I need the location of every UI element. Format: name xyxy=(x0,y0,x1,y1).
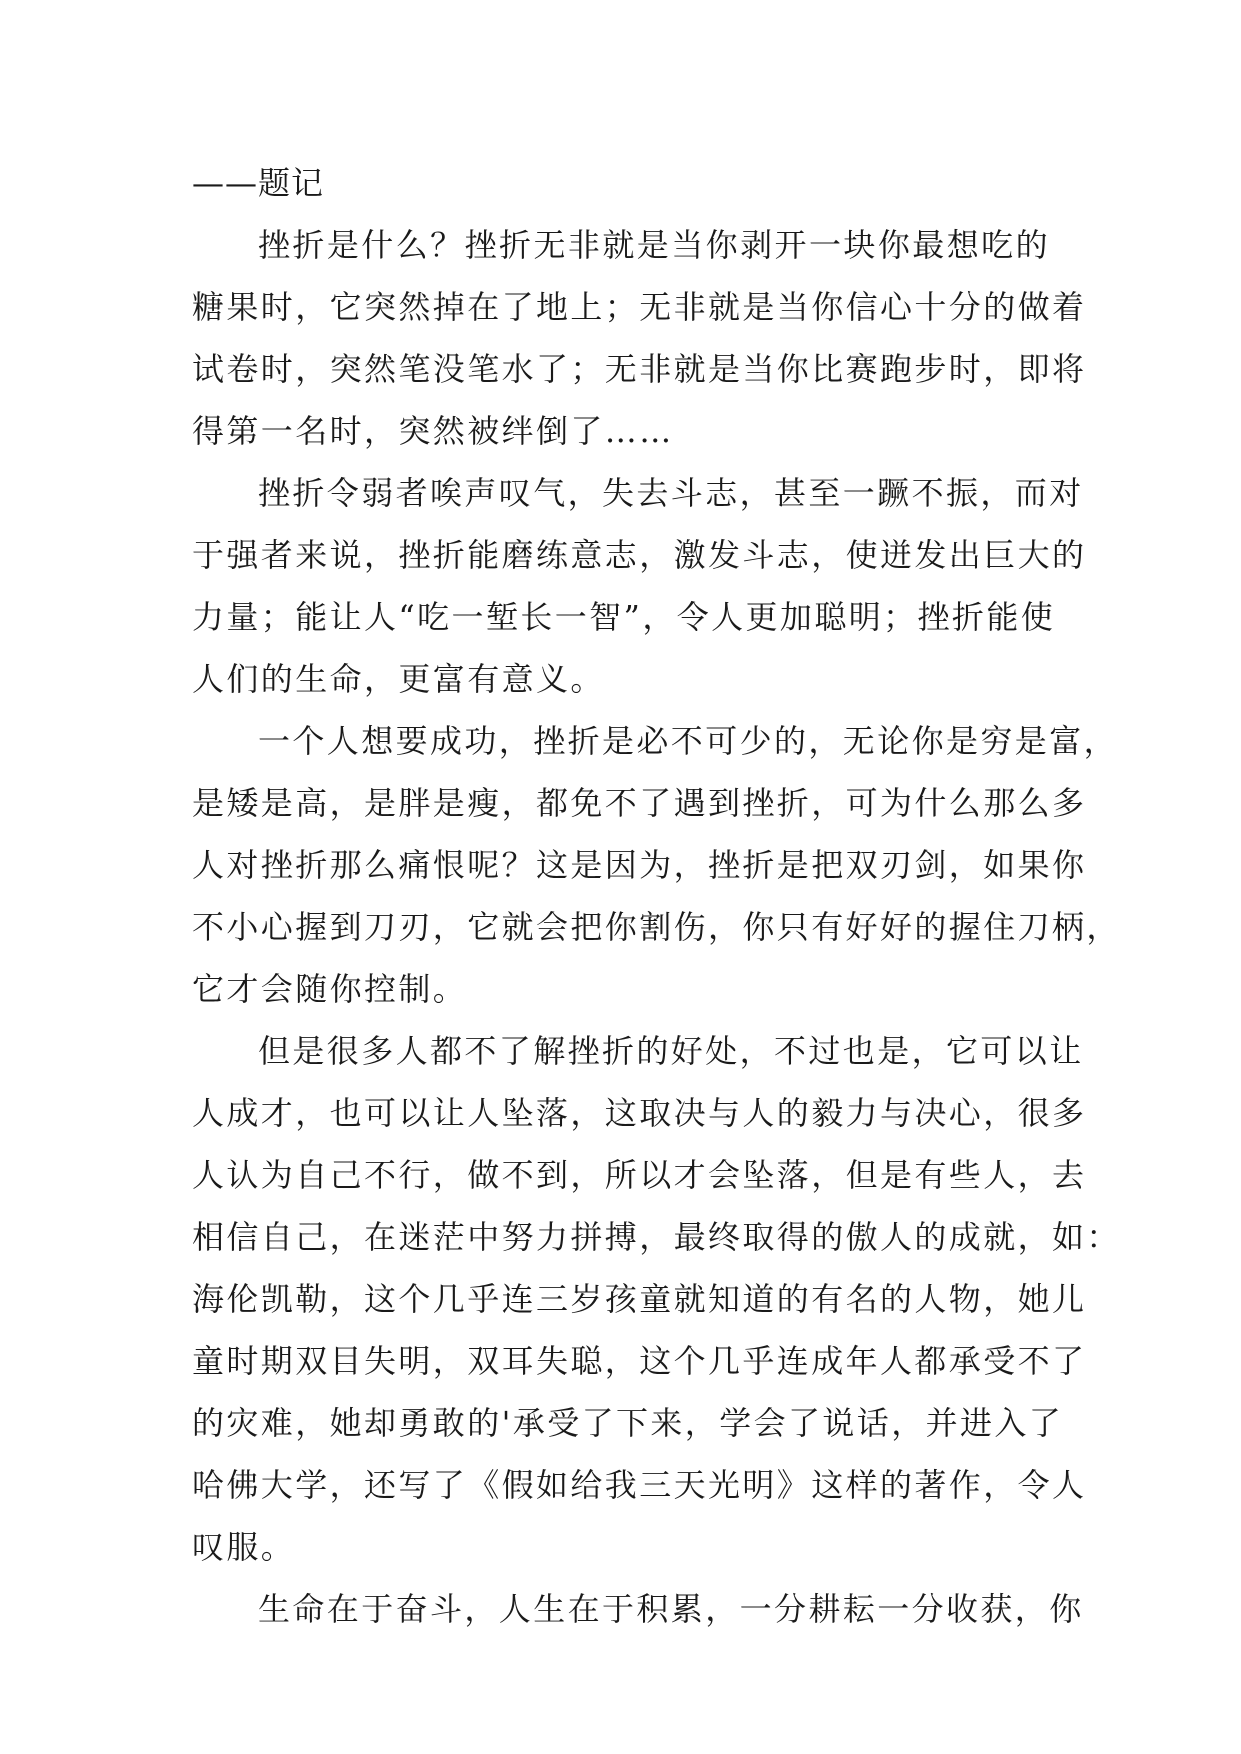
text-line: 海伦凯勒，这个几乎连三岁孩童就知道的有名的人物，她儿 xyxy=(192,1280,1087,1318)
epigraph: ——题记 xyxy=(192,164,325,202)
text-line: 挫折是什么？挫折无非就是当你剥开一块你最想吃的 xyxy=(258,226,1050,264)
text-line: 人们的生命，更富有意义。 xyxy=(192,660,605,698)
text-line: 人成才，也可以让人坠落，这取决与人的毅力与决心，很多 xyxy=(192,1094,1087,1132)
text-line: 的灾难，她却勇敢的'承受了下来，学会了说话，并进入了 xyxy=(192,1404,1064,1442)
text-line: 糖果时，它突然掉在了地上；无非就是当你信心十分的做着 xyxy=(192,288,1087,326)
text-line: 是矮是高，是胖是瘦，都免不了遇到挫折，可为什么那么多 xyxy=(192,784,1087,822)
text-line: 生命在于奋斗，人生在于积累，一分耕耘一分收获，你 xyxy=(258,1590,1084,1628)
paragraph xyxy=(192,214,1087,462)
text-line: 童时期双目失明，双耳失聪，这个几乎连成年人都承受不了 xyxy=(192,1342,1087,1380)
text-line: 力量；能让人“吃一堑长一智”，令人更加聪明；挫折能使 xyxy=(192,598,1056,636)
text-line: 不小心握到刀刃，它就会把你割伤，你只有好好的握住刀柄， xyxy=(192,908,1121,946)
text-line: 试卷时，突然笔没笔水了；无非就是当你比赛跑步时，即将 xyxy=(192,350,1087,388)
text-line: 叹服。 xyxy=(192,1528,296,1566)
paragraph-list xyxy=(192,214,1121,1640)
text-line: 于强者来说，挫折能磨练意志，激发斗志，使迸发出巨大的 xyxy=(192,536,1087,574)
text-line: 挫折令弱者唉声叹气，失去斗志，甚至一蹶不振，而对 xyxy=(258,474,1084,512)
text-line: 人对挫折那么痛恨呢？这是因为，挫折是把双刃剑，如果你 xyxy=(192,846,1087,884)
text-line: 人认为自己不行，做不到，所以才会坠落，但是有些人，去 xyxy=(192,1156,1087,1194)
paragraph xyxy=(192,462,1087,710)
text-line: 相信自己，在迷茫中努力拼搏，最终取得的傲人的成就，如： xyxy=(192,1218,1121,1256)
document-body xyxy=(192,152,1121,1640)
text-line: 得第一名时，突然被绊倒了…… xyxy=(192,412,674,450)
text-line: 哈佛大学，还写了《假如给我三天光明》这样的著作，令人 xyxy=(192,1466,1087,1504)
text-line: 它才会随你控制。 xyxy=(192,970,468,1008)
paragraph xyxy=(192,1020,1121,1578)
text-line: 但是很多人都不了解挫折的好处，不过也是，它可以让 xyxy=(258,1032,1084,1070)
text-line: 一个人想要成功，挫折是必不可少的，无论你是穷是富， xyxy=(258,722,1119,760)
paragraph xyxy=(192,1578,1084,1640)
paragraph xyxy=(192,710,1121,1020)
